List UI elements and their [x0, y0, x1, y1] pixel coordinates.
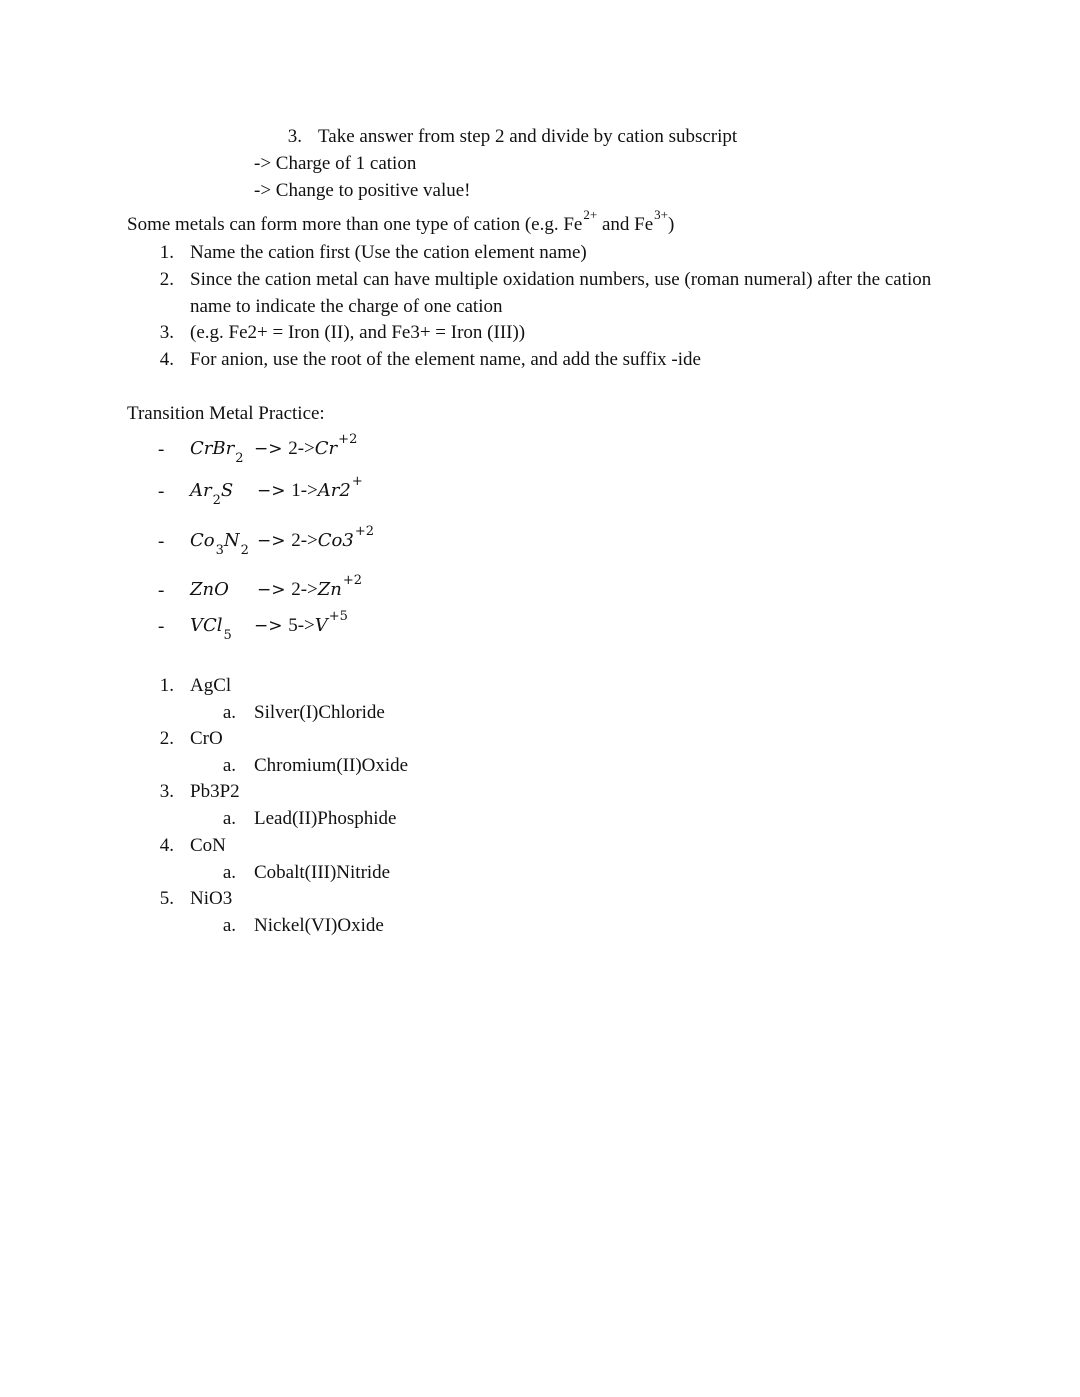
ion: Cr: [314, 438, 338, 459]
formula: S: [220, 480, 234, 501]
naming-1a-letter: a.: [222, 702, 236, 723]
arrow: −>: [254, 616, 283, 636]
intro-text-a: Some metals can form more than one type of cation (e.g. Fe: [127, 214, 583, 235]
naming-1-formula: AgCl: [190, 675, 232, 696]
naming-4-formula: CoN: [190, 835, 226, 856]
charge: +2: [342, 573, 363, 588]
naming-3-formula: Pb3P2: [190, 781, 240, 802]
subscript: 2: [240, 543, 249, 558]
practice-line-vcl5: [190, 615, 232, 643]
practice-result-co3n2: [257, 524, 375, 552]
practice-bullet-3: -: [158, 531, 165, 552]
practice-bullet-2: -: [158, 481, 165, 502]
rule-2-number: 2.: [159, 269, 174, 290]
intro-sup-1: 2+: [583, 207, 598, 222]
rule-1-number: 1.: [159, 242, 174, 263]
charge: +2: [354, 524, 375, 539]
naming-1-name: Silver(I)Chloride: [254, 702, 385, 723]
ion: V: [314, 615, 328, 636]
practice-result-ar2s: [257, 474, 363, 502]
practice-line-crbr2: [190, 438, 244, 466]
arrow-line-charge-of-cation: -> Charge of 1 cation: [254, 153, 417, 174]
naming-3a-letter: a.: [222, 808, 236, 829]
naming-2-formula: CrO: [190, 728, 223, 749]
count: 2->: [288, 438, 315, 459]
multi-cation-intro: [127, 207, 675, 236]
naming-5-number: 5.: [159, 888, 174, 909]
practice-line-zno: [190, 579, 229, 600]
naming-5a-letter: a.: [222, 915, 236, 936]
rule-4-number: 4.: [159, 349, 174, 370]
naming-2-name: Chromium(II)Oxide: [254, 755, 409, 776]
arrow: −>: [257, 481, 286, 501]
formula: Ar: [190, 480, 212, 501]
step-3-number: 3.: [287, 126, 302, 147]
formula: VCl: [190, 615, 223, 636]
count: 2->: [291, 530, 318, 551]
practice-result-crbr2: [254, 432, 358, 460]
naming-4-number: 4.: [159, 835, 174, 856]
naming-2a-letter: a.: [222, 755, 236, 776]
step-3-text: Take answer from step 2 and divide by cation subscript: [318, 126, 738, 147]
rule-4-text: For anion, use the root of the element name, and add the suffix -ide: [190, 349, 701, 370]
practice-heading: Transition Metal Practice:: [127, 403, 325, 424]
practice-result-zno: [257, 573, 363, 601]
naming-3-name: Lead(II)Phosphide: [254, 808, 397, 829]
charge: +5: [328, 609, 348, 624]
charge: +: [351, 474, 363, 489]
practice-bullet-1: -: [158, 439, 165, 460]
rule-2-text-continued: name to indicate the charge of one cation: [190, 296, 503, 317]
subscript: 3: [215, 543, 224, 558]
naming-3-number: 3.: [159, 781, 174, 802]
rule-2-text: Since the cation metal can have multiple oxidation numbers, use (roman numeral) after the cation: [190, 269, 932, 290]
intro-text-b: and Fe: [597, 214, 654, 235]
naming-5-name: Nickel(VI)Oxide: [254, 915, 384, 936]
rule-3-text: (e.g. Fe2+ = Iron (II), and Fe3+ = Iron (III)): [190, 322, 526, 343]
charge: +2: [338, 432, 358, 447]
ion: Co3: [317, 530, 354, 551]
subscript: 2: [235, 451, 244, 466]
intro-text-c: ): [667, 214, 675, 235]
arrow: −>: [254, 439, 283, 459]
naming-2-number: 2.: [159, 728, 174, 749]
formula: CrBr: [190, 438, 235, 459]
count: 5->: [288, 615, 315, 636]
arrow: −>: [257, 580, 286, 600]
rule-3-number: 3.: [159, 322, 174, 343]
formula: ZnO: [190, 579, 229, 600]
rule-1-text: Name the cation first (Use the cation element name): [190, 242, 587, 263]
arrow: −>: [257, 531, 286, 551]
ion: Zn: [317, 579, 342, 600]
ion: Ar2: [317, 480, 351, 501]
formula: Co: [190, 530, 215, 551]
intro-sup-2: 3+: [654, 207, 668, 222]
formula: N: [223, 530, 240, 551]
practice-bullet-4: -: [158, 580, 165, 601]
count: 1->: [291, 480, 318, 501]
arrow-line-positive-value: -> Change to positive value!: [254, 180, 471, 201]
practice-result-vcl5: [254, 609, 348, 637]
practice-line-ar2s: [190, 480, 234, 508]
subscript: 2: [212, 493, 221, 508]
naming-4a-letter: a.: [222, 862, 236, 883]
subscript: 5: [223, 628, 232, 643]
practice-line-co3n2: [190, 530, 249, 558]
naming-4-name: Cobalt(III)Nitride: [254, 862, 391, 883]
practice-bullet-5: -: [158, 616, 165, 637]
naming-1-number: 1.: [159, 675, 174, 696]
count: 2->: [291, 579, 318, 600]
naming-5-formula: NiO3: [190, 888, 233, 909]
